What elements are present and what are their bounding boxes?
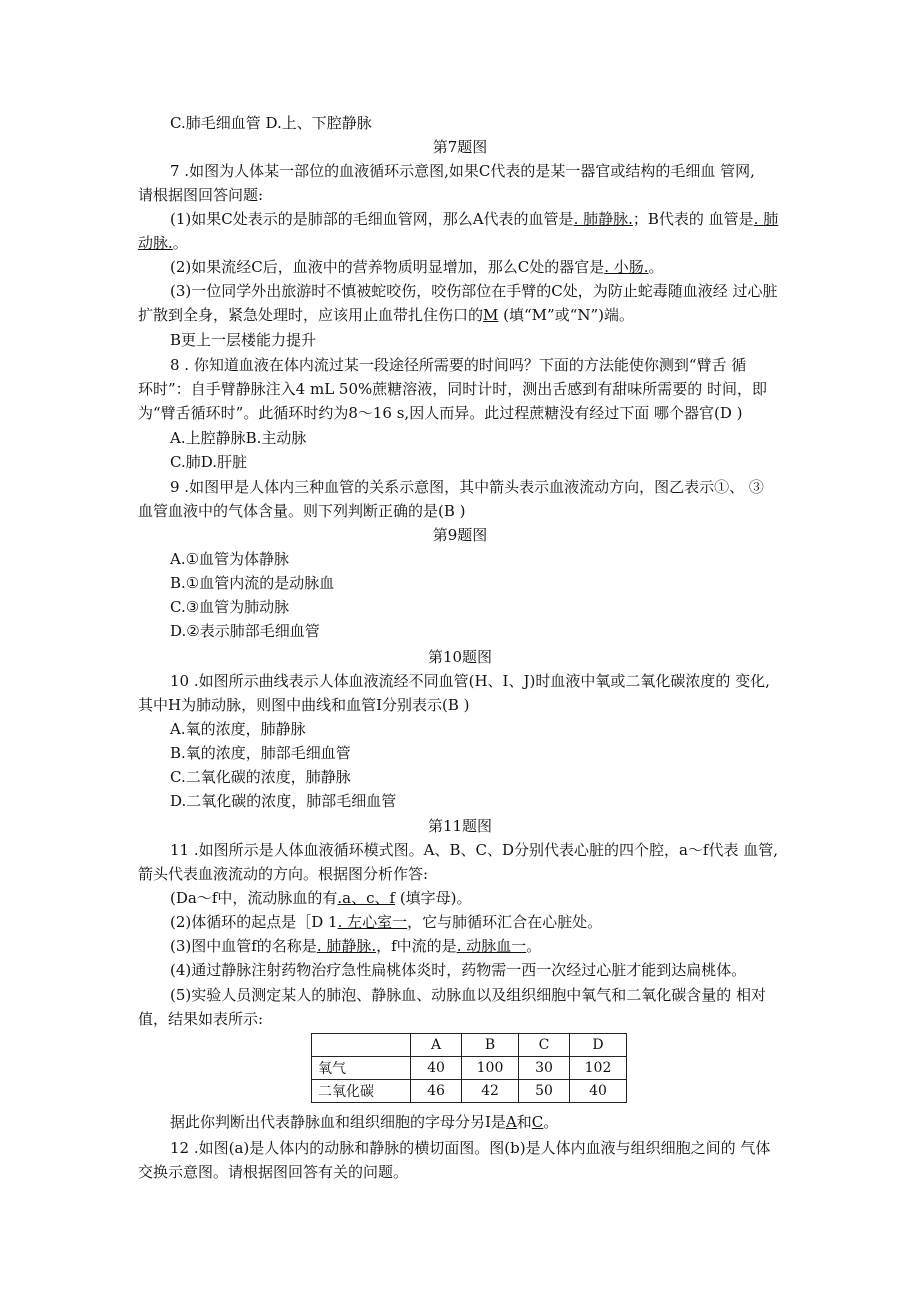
table-row-label: 氧气	[312, 1057, 411, 1080]
question-8-options: C.肺D.肝脏	[170, 453, 247, 471]
question-7-text: 请根据图回答问题:	[138, 186, 264, 204]
question-7-part-2: (2)如果流经C后，血液中的营养物质明显增加，那么C处的器官是. 小肠.。	[170, 258, 664, 276]
table-cell: 42	[462, 1080, 519, 1103]
table-cell: 40	[570, 1080, 627, 1103]
question-11-part-3: (3)图中血管f的名称是. 肺静脉.，f中流的是. 动脉血一。	[170, 937, 542, 955]
answer-blank: . 小肠.	[604, 258, 649, 276]
question-10-option: B.氧的浓度，肺部毛细血管	[170, 744, 351, 762]
question-11-part-4: (4)通过静脉注射药物治疗急性扁桃体炎时，药物需一西一次经过心脏才能到达扁桃体。	[170, 961, 747, 979]
question-10-text: 10 .如图所示曲线表示人体血液流经不同血管(H、I、J)时血液中氧或二氧化碳浓度的 变化,	[170, 672, 770, 690]
question-11-conclusion: 据此你判断出代表静脉血和组织细胞的字母分另I是A和C。	[170, 1113, 559, 1131]
question-10-text: 其中H为肺动脉，则图中曲线和血管I分别表示(B )	[138, 696, 470, 714]
question-10-option: D.二氧化碳的浓度，肺部毛细血管	[170, 792, 397, 810]
question-11-part-2: (2)体循环的起点是［D 1. 左心室一，它与肺循环汇合在心脏处。	[170, 913, 603, 931]
table-row	[312, 1080, 627, 1103]
table-header-cell: B	[462, 1034, 519, 1057]
answer-blank: . 动脉血一	[456, 937, 527, 955]
answer-blank: C	[531, 1113, 544, 1131]
question-9-text: 9 .如图甲是人体内三种血管的关系示意图，其中箭头表示血液流动方向，图乙表示①、 ③	[170, 478, 764, 496]
answer-blank: . 肺	[753, 210, 779, 228]
table-header-cell	[312, 1034, 411, 1057]
figure-caption-9: 第9题图	[432, 526, 488, 544]
table-header-cell: C	[519, 1034, 570, 1057]
option-line: C.肺毛细血管 D.上、下腔静脉	[170, 114, 372, 132]
question-9-option: D.②表示肺部毛细血管	[170, 622, 320, 640]
table-cell: 30	[519, 1057, 570, 1080]
question-9-option: B.①血管内流的是动脉血	[170, 574, 335, 592]
table-header-row	[312, 1034, 627, 1057]
table-header-cell: D	[570, 1034, 627, 1057]
answer-blank: 动脉.	[138, 234, 173, 252]
figure-caption-11: 第11题图	[427, 817, 493, 835]
question-11-text: 11 .如图所示是人体血液循环模式图。A、B、C、D分别代表心脏的四个腔，a～f代表 血管,	[170, 841, 779, 859]
question-9-option: A.①血管为体静脉	[170, 550, 290, 568]
question-7-part-1: 动脉.。	[138, 234, 188, 252]
question-7-part-3: (3)一位同学外出旅游时不慎被蛇咬伤，咬伤部位在手臂的C处，为防止蛇毒随血液经 过心脏	[170, 282, 778, 300]
table-cell: 50	[519, 1080, 570, 1103]
question-11-text: 箭头代表血液流动的方向。根据图分析作答:	[138, 865, 429, 883]
table-cell: 102	[570, 1057, 627, 1080]
question-10-option: A.氧的浓度，肺静脉	[170, 720, 306, 738]
question-9-option: C.③血管为肺动脉	[170, 598, 290, 616]
question-7-part-1: (1)如果C处表示的是肺部的毛细血管网，那么A代表的血管是. 肺静脉.；B代表的 血管是. 肺	[170, 210, 779, 228]
table-header-cell: A	[411, 1034, 462, 1057]
table-cell: 40	[411, 1057, 462, 1080]
figure-caption-10: 第10题图	[427, 648, 493, 666]
question-7-text: 7 .如图为人体某一部位的血液循环示意图,如果C代表的是某一器官或结构的毛细血 管网,	[170, 162, 755, 180]
question-8-text: 8 . 你知道血液在体内流过某一段途径所需要的时间吗？下面的方法能使你测到“臂舌 循	[170, 356, 747, 374]
question-8-options: A.上腔静脉B.主动脉	[170, 429, 307, 447]
section-heading: B更上一层楼能力提升	[170, 331, 317, 349]
question-8-text: 环时”：自手臂静脉注入4 mL 50%蔗糖溶液，同时计时，测出舌感到有甜味所需要的 时间，即	[138, 380, 768, 398]
question-7-part-3: 扩散到全身，紧急处理时，应该用止血带扎住伤口的M (填“M”或“N”)端。	[138, 306, 635, 324]
question-12-text: 12 .如图(a)是人体内的动脉和静脉的横切面图。图(b)是人体内血液与组织细胞之间的 气体	[170, 1139, 771, 1157]
question-11-part-1: (Da～f中，流动脉血的有.a、c、f (填字母)。	[170, 889, 472, 907]
question-11-part-5: (5)实验人员测定某人的肺泡、静脉血、动脉血以及组织细胞中氧气和二氧化碳含量的 相对	[170, 986, 767, 1004]
answer-blank: . 左心室一	[337, 913, 408, 931]
table-row-label: 二氧化碳	[312, 1080, 411, 1103]
gas-content-table	[311, 1033, 627, 1103]
table-cell: 100	[462, 1057, 519, 1080]
answer-blank: . 肺静脉.	[573, 210, 633, 228]
figure-caption-7: 第7题图	[432, 138, 488, 156]
question-11-part-5: 值，结果如表所示:	[138, 1010, 264, 1028]
question-12-text: 交换示意图。请根据图回答有关的问题。	[138, 1163, 409, 1181]
question-9-text: 血管血液中的气体含量。则下列判断正确的是(B )	[138, 502, 466, 520]
question-10-option: C.二氧化碳的浓度，肺静脉	[170, 768, 351, 786]
table-row	[312, 1057, 627, 1080]
answer-blank: . 肺静脉.	[316, 937, 377, 955]
answer-blank: A	[505, 1113, 517, 1131]
answer-blank: M	[483, 306, 499, 324]
answer-blank: .a、c、f	[337, 889, 396, 907]
table-cell: 46	[411, 1080, 462, 1103]
question-8-text: 为“臂舌循环时”。此循环时约为8～16 s,因人而异。此过程蔗糖没有经过下面 哪个器官(D )	[138, 404, 743, 422]
